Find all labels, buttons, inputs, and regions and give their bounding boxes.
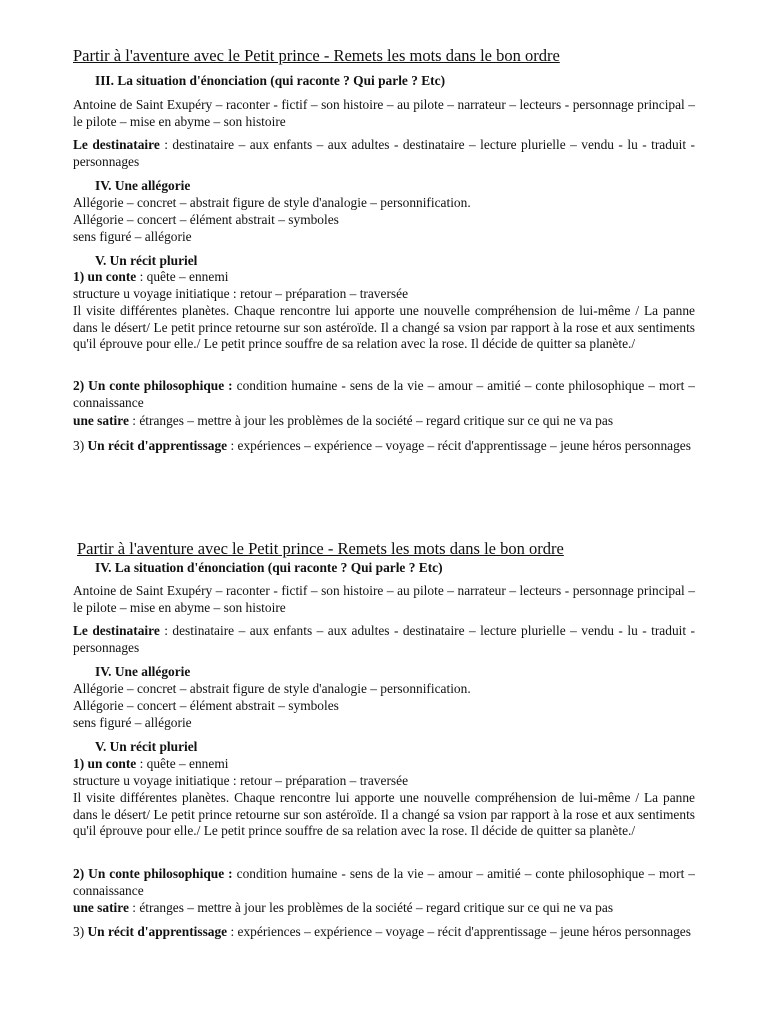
conte-line xyxy=(73,269,228,286)
conte-paragraph: Il visite différentes planètes. Chaque rencontre lui apporte une nouvelle compréhension de lui-même / La panne dans le désert/ Le petit prince retourne sur son astéroïde. Il a changé sa vsion par rapport à la rose et aux sentiments qu'il éprouve pour elle./ Le petit prince souffre de sa relation avec la rose. Il décide de quitter sa planète./ xyxy=(73,790,695,838)
satire-label: une satire xyxy=(73,900,129,915)
apprentissage-label: Un récit d'apprentissage xyxy=(87,438,228,453)
worksheet-title: Partir à l'aventure avec le Petit prince - Remets les mots dans le bon ordre xyxy=(73,46,560,65)
destinataire-label: Le destinataire xyxy=(73,623,160,638)
conte-paragraph: Il visite différentes planètes. Chaque rencontre lui apporte une nouvelle compréhension de lui-même / La panne dans le désert/ Le petit prince retourne sur son astéroïde. Il a changé sa vsion par rapport à la rose et aux sentiments qu'il éprouve pour elle./ Le petit prince souffre de sa relation avec la rose. Il décide de quitter sa planète./ xyxy=(73,303,695,351)
philosophique-label: 2) Un conte philosophique : xyxy=(73,866,233,881)
apprentissage-number: 3) xyxy=(73,438,88,453)
destinataire-paragraph xyxy=(73,623,695,656)
allegorie-line-1: Allégorie – concret – abstrait figure de style d'analogie – personnification. xyxy=(73,681,471,696)
satire-line xyxy=(73,900,613,917)
section-5-heading: V. Un récit pluriel xyxy=(95,739,198,754)
apprentissage-paragraph xyxy=(73,924,695,941)
philosophique-text: condition humaine - sens de la vie – amour – amitié – conte philosophique – mort – connaissance xyxy=(73,378,695,410)
philosophique-text: condition humaine - sens de la vie – amour – amitié – conte philosophique – mort – connaissance xyxy=(73,866,695,898)
conte-text: : quête – ennemi xyxy=(136,756,229,771)
allegorie-line-3: sens figuré – allégorie xyxy=(73,715,192,730)
worksheet-title: Partir à l'aventure avec le Petit prince - Remets les mots dans le bon ordre xyxy=(77,539,564,558)
section-3-text: Antoine de Saint Exupéry – raconter - fictif – son histoire – au pilote – narrateur – lecteurs - personnage principal – le pilote – mise en abyme – son histoire xyxy=(73,97,695,129)
section-3-heading: III. La situation d'énonciation (qui raconte ? Qui parle ? Etc) xyxy=(95,73,446,88)
apprentissage-number: 3) xyxy=(73,924,88,939)
structure-line: structure u voyage initiatique : retour – préparation – traversée xyxy=(73,773,409,788)
conte-label: 1) un conte xyxy=(73,269,137,284)
worksheet-copy-2 xyxy=(73,486,695,966)
satire-line xyxy=(73,413,613,430)
allegorie-line-2: Allégorie – concert – élément abstrait – symboles xyxy=(73,212,339,227)
section-5-heading: V. Un récit pluriel xyxy=(95,253,198,268)
philosophique-label: 2) Un conte philosophique : xyxy=(73,378,233,393)
destinataire-text: : destinataire – aux enfants – aux adultes - destinataire – lecture plurielle – vendu - lu - traduit - personnages xyxy=(73,623,695,655)
conte-line xyxy=(73,756,228,773)
conte-text: : quête – ennemi xyxy=(136,269,229,284)
allegorie-line-1: Allégorie – concret – abstrait figure de style d'analogie – personnification. xyxy=(73,195,471,210)
structure-line: structure u voyage initiatique : retour – préparation – traversée xyxy=(73,286,409,301)
section-3-heading: IV. La situation d'énonciation (qui raconte ? Qui parle ? Etc) xyxy=(95,560,443,575)
satire-text: : étranges – mettre à jour les problèmes de la société – regard critique sur ce qui ne va pas xyxy=(128,413,614,428)
worksheet-copy-1 xyxy=(73,0,695,480)
satire-text: : étranges – mettre à jour les problèmes de la société – regard critique sur ce qui ne va pas xyxy=(128,900,614,915)
apprentissage-text: : expériences – expérience – voyage – récit d'apprentissage – jeune héros personnages xyxy=(227,924,691,939)
destinataire-label: Le destinataire xyxy=(73,137,160,152)
philosophique-paragraph xyxy=(73,866,695,899)
apprentissage-text: : expériences – expérience – voyage – récit d'apprentissage – jeune héros personnages xyxy=(227,438,691,453)
philosophique-paragraph xyxy=(73,378,695,411)
conte-label: 1) un conte xyxy=(73,756,137,771)
satire-label: une satire xyxy=(73,413,129,428)
section-3-text: Antoine de Saint Exupéry – raconter - fictif – son histoire – au pilote – narrateur – lecteurs - personnage principal – le pilote – mise en abyme – son histoire xyxy=(73,583,695,615)
destinataire-text: : destinataire – aux enfants – aux adultes - destinataire – lecture plurielle – vendu - lu - traduit - personnages xyxy=(73,137,695,169)
allegorie-line-3: sens figuré – allégorie xyxy=(73,229,192,244)
section-4-heading: IV. Une allégorie xyxy=(95,178,191,193)
apprentissage-paragraph xyxy=(73,438,695,455)
section-4-heading: IV. Une allégorie xyxy=(95,664,191,679)
apprentissage-label: Un récit d'apprentissage xyxy=(87,924,228,939)
allegorie-line-2: Allégorie – concert – élément abstrait – symboles xyxy=(73,698,339,713)
destinataire-paragraph xyxy=(73,137,695,170)
